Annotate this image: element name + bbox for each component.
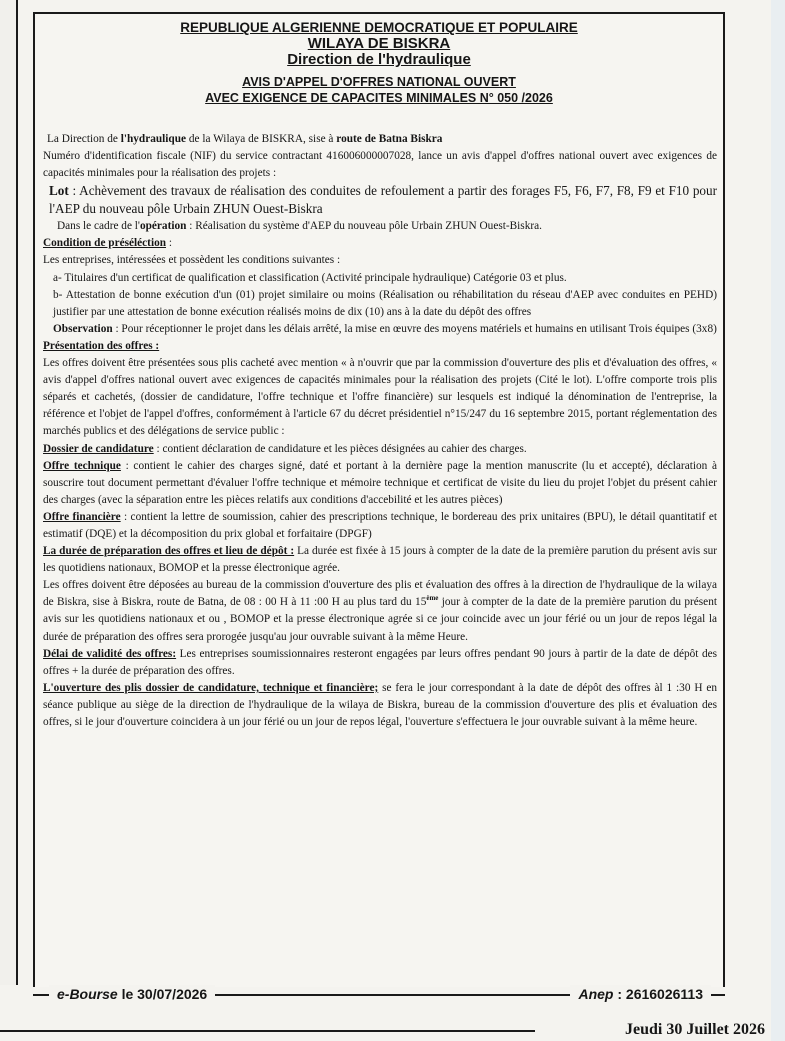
duree-text: La durée est fixée à 15 jours à compter de la date de la première parution du présent avis sur les quotidiens nationaux, BOMOP et la presse électronique agrée.: [43, 545, 717, 575]
presentation-paragraph: Les offres doivent être présentées sous plis cacheté avec mention « à n'ouvrir que par la commission d'ouverture des plis et d'évaluation des offres, « avis d'appel d'offres national ouvert avec exigences de capacités minimales pour la réalisation des projets (Cité le lot). L'offre comporte trois plis séparés et cachetés, (dossier de candidature, l'offre technique et l'offre financière) sur lesquels est indiqué la dénomination de l'entreprise, la référence et l'objet de l'appel d'offres, conformément à l'article 67 du décret présidentiel n°15/247 du 16 septembre 2015, portant réglementation des marchés publics et des délégations de service public :: [43, 357, 717, 438]
observation-label: Observation: [53, 322, 113, 335]
intro-paragraph: [43, 131, 717, 148]
technique-paragraph: [43, 458, 717, 509]
technique-text: : contient le cahier des charges signé, daté et portant à la dernière page la mention manuscrite (lu et accepté), déclaration à souscrire tout document permettant d'évaluer l'offre technique et mémoire technique et certificat de visite du lieu du projet l'objet du présent cahier des charges (avec la séparation entre les pièces relatifs aux conditions d'accebilité et les autres pièces): [43, 459, 717, 506]
direction-heading: Direction de l'hydraulique: [287, 51, 471, 68]
condition-item-a: a- Titulaires d'un certificat de qualification et classification (Activité principale hydraulique) Catégorie 03 et plus.: [53, 271, 567, 284]
dossier-title: Dossier de candidature: [43, 442, 154, 455]
notice-header: [35, 20, 723, 106]
depot-paragraph: [43, 577, 717, 645]
intro-text-c: de la Wilaya de BISKRA, sise à: [186, 133, 337, 145]
intro-text-a: La Direction de: [47, 133, 121, 145]
operation-text-c: : Réalisation du système d'AEP du nouveau pôle Urbain ZHUN Ouest-Biskra.: [186, 220, 542, 233]
page-edge: [771, 0, 785, 1041]
ebourse-name: e-Bourse: [57, 986, 118, 1002]
wilaya-heading: WILAYA DE BISKRA: [307, 35, 451, 52]
condition-items: [43, 270, 717, 338]
dossier-paragraph: [43, 441, 717, 458]
operation-label: opération: [139, 220, 187, 233]
financiere-title: Offre financière: [43, 510, 121, 523]
duree-paragraph: [43, 543, 717, 577]
republic-heading: REPUBLIQUE ALGERIENNE DEMOCRATIQUE ET POPULAIRE: [180, 20, 578, 35]
depot-text-b: jour à compter de la date de la première parution du présent avis sur les quotidiens nationaux et ou , BOMOP et la presse électronique agrée si ce jour coincide avec un jour férié ou un jour de repos légal la durée de préparation des offres sera prorogée jusqu'au jour ouvrable suivant à la même Heure.: [43, 596, 717, 643]
validite-text: Les entreprises soumissionnaires resteront engagées par leurs offres pendant 90 jours à partir de la date de dépôt des offres + la durée de préparation des offres.: [43, 647, 718, 677]
anep-reference: [570, 985, 711, 1003]
condition-title: Condition de préséléction: [43, 237, 167, 250]
ouverture-text: se fera le jour correspondant à la date de dépôt des offres àl 1 :30 H en séance publique au siège de la direction de l'hydraulique de la wilaya de Biskra, bureau de la commission d'ouverture des plis et évaluation des offres, si le jour d'ouverture coincidera à un jour férié ou un jour de repos légal, l'ouverture s'effectuera le jour ouvrable suivant à la même heure.: [43, 681, 717, 728]
notice-footer: [33, 985, 725, 1005]
lot-label: Lot: [49, 183, 69, 199]
operation-paragraph: [43, 218, 717, 235]
notice-body: [43, 131, 717, 731]
intro-text-d: route de Batna Biskra: [336, 133, 443, 145]
financiere-text: : contient la lettre de soumission, cahier des prescriptions technique, le bordereau des prix unitaires (BPU), le détail quantitatif et estimatif (DQE) et la décomposition du prix global et forfaitaire (DPGF): [43, 510, 717, 540]
observation-text: : Pour réceptionner le projet dans les délais arrêté, la mise en œuvre des moyens matériels et humains en utilisant Trois équipes (3x8): [112, 322, 717, 335]
presentation-heading: [43, 338, 717, 355]
depot-text-a: Les offres doivent être déposées au bureau de la commission d'ouverture des plis et évaluation des offres à la direction de l'hydraulique de la wilaya de Biskra, sise à Biskra, route de Batna, de 08 : 00 H à 11 :00 H au plus tard du 15: [43, 579, 717, 609]
anep-name: Anep: [578, 986, 614, 1002]
condition-intro: Les entreprises, intéressées et possèdent les conditions suivantes :: [43, 254, 341, 267]
technique-title: Offre technique: [43, 459, 121, 472]
ouverture-title: L'ouverture des plis dossier de candidature, technique et financière;: [43, 681, 379, 694]
page-bottom-rule: [0, 1030, 535, 1032]
page-date: Jeudi 30 Juillet 2026: [624, 1021, 765, 1038]
notice-number-heading: AVEC EXIGENCE DE CAPACITES MINIMALES N° 050 /2026: [205, 91, 553, 105]
adjacent-column-edge: [0, 0, 18, 985]
nif-paragraph: Numéro d'identification fiscale (NIF) du service contractant 416006000007028, lance un avis d'appel d'offres national ouvert avec exigences de capacités minimales pour la réalisation des projets :: [43, 150, 717, 180]
ouverture-paragraph: [43, 680, 717, 731]
lot-text: : Achèvement des travaux de réalisation des conduites de refoulement a partir des forages F5, F6, F7, F8, F9 et F10 pour l'AEP du nouveau pôle Urbain ZHUN Ouest-Biskra: [49, 183, 717, 217]
operation-text-a: Dans le cadre de l': [57, 220, 140, 233]
notice-type-heading: AVIS D'APPEL D'OFFRES NATIONAL OUVERT: [242, 75, 516, 89]
anep-number: : 2616026113: [613, 986, 703, 1002]
tender-notice-box: [33, 12, 725, 987]
lot-paragraph: [43, 182, 717, 218]
ebourse-credit: [49, 985, 215, 1003]
depot-superscript: ème: [426, 594, 439, 603]
intro-text-b: l'hydraulique: [120, 133, 187, 145]
dossier-text: : contient déclaration de candidature et les pièces désignées au cahier des charges.: [153, 442, 527, 455]
presentation-title: Présentation des offres :: [43, 339, 160, 352]
condition-title-suffix: :: [166, 237, 172, 250]
validite-title: Délai de validité des offres:: [43, 647, 177, 660]
condition-item-b: b- Attestation de bonne exécution d'un (01) projet similaire ou moins (Réalisation ou réhabilitation du réseau d'AEP avec conduites en PEHD) justifier par une attestation de bonne exécution réalisés moins de dix (10) ans à la date du dépôt des offres: [53, 288, 717, 318]
observation-paragraph: [53, 321, 717, 338]
validite-paragraph: [43, 646, 717, 680]
ebourse-date: le 30/07/2026: [117, 986, 208, 1002]
financiere-paragraph: [43, 509, 717, 543]
duree-title: La durée de préparation des offres et lieu de dépôt :: [43, 545, 295, 558]
condition-heading: [43, 235, 717, 252]
